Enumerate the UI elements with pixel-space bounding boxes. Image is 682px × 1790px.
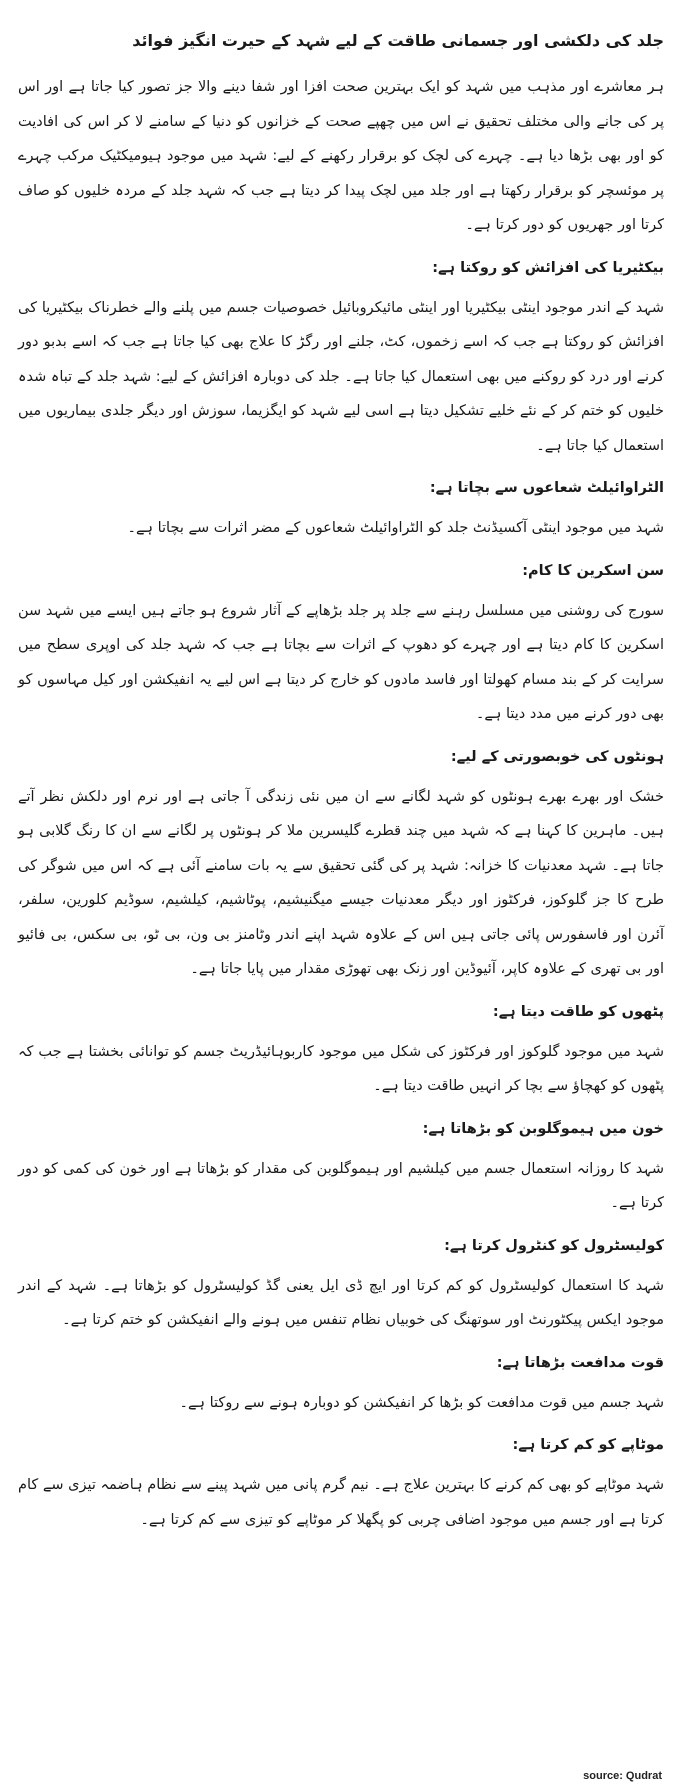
section-heading-hemoglobin: خون میں ہیموگلوبن کو بڑھاتا ہے: — [422, 1120, 664, 1137]
source-credit: source: Qudrat — [583, 1770, 662, 1782]
section-body-immunity: شہد جسم میں قوت مدافعت کو بڑھا کر انفیکشن کو دوبارہ ہونے سے روکتا ہے۔ — [179, 1394, 664, 1411]
article — [18, 26, 664, 1537]
article-title: جلد کی دلکشی اور جسمانی طاقت کے لیے شہد کے حیرت انگیز فوائد — [132, 31, 664, 50]
section-heading-obesity: موٹاپے کو کم کرتا ہے: — [512, 1437, 664, 1453]
section-heading-lips: ہونٹوں کی خوبصورتی کے لیے: — [450, 748, 664, 765]
section-heading-immunity: قوت مدافعت بڑھاتا ہے: — [496, 1354, 664, 1371]
section-heading-uv: الٹراوائیلٹ شعاعوں سے بچاتا ہے: — [429, 480, 664, 496]
section-heading-sunscreen: سن اسکرین کا کام: — [522, 562, 664, 579]
section-body-hemoglobin: شہد کا روزانہ استعمال جسم میں کیلشیم اور ہیموگلوبن کی مقدار کو بڑھاتا ہے اور خون کی کمی کو دور کرتا ہے۔ — [18, 1160, 664, 1211]
section-heading-bacteria: بیکٹیریا کی افزائش کو روکتا ہے: — [432, 259, 664, 276]
section-heading-muscles: پٹھوں کو طاقت دیتا ہے: — [492, 1003, 664, 1020]
section-body-uv: شہد میں موجود اینٹی آکسیڈنٹ جلد کو الٹراوائیلٹ شعاعوں کے مضر اثرات سے بچاتا ہے۔ — [127, 520, 664, 536]
section-body-lips: خشک اور بھرے بھرے ہونٹوں کو شہد لگانے سے ان میں نئی زندگی آ جاتی ہے اور نرم اور دلکش نظر آتے ہیں۔ ماہرین کا کہنا ہے کہ شہد میں چند قطرے گلیسرین ملا کر ہونٹوں پر لگانے سے ان کا رنگ گلابی ہو جاتا ہے۔ شہد معدنیات کا خزانہ: شہد پر کی گئی تحقیق سے یہ بات سامنے آئی ہے کہ اس میں شوگر کی طرح کا جز گلوکوز، فرکٹوز اور دیگر معدنیات جیسے میگنیشیم، پوٹاشیم، کیلشیم، سوڈیم کلورین، سلفر، آئرن اور فاسفورس پائی جاتی ہیں اس کے علاوہ شہد اپنے اندر وٹامنز بی ون، بی ٹو، بی سکس، بی فائیو اور بی تھری کے علاوہ کاپر، آئیوڈین اور زنک بھی تھوڑی مقدار میں پایا جاتا ہے۔ — [18, 788, 664, 977]
section-body-obesity: شہد موٹاپے کو بھی کم کرنے کا بہترین علاج ہے۔ نیم گرم پانی میں شہد پینے سے نظام ہاضمہ تیزی سے کام کرتا ہے اور جسم میں موجود اضافی چربی کو پگھلا کر موٹاپے کو تیزی سے کم کرتا ہے۔ — [18, 1477, 664, 1528]
section-body-muscles: شہد میں موجود گلوکوز اور فرکٹوز کی شکل میں موجود کاربوہائیڈریٹ جسم کو توانائی بخشتا ہے جب کہ پٹھوں کو کھچاؤ سے بچا کر انہیں طاقت دیتا ہے۔ — [18, 1043, 664, 1094]
section-heading-cholesterol: کولیسٹرول کو کنٹرول کرتا ہے: — [444, 1237, 664, 1254]
intro-paragraph: ہر معاشرے اور مذہب میں شہد کو ایک بہترین صحت افزا اور شفا دینے والا جز تصور کیا جاتا ہے اور اس پر کی جانے والی مختلف تحقیق نے اس میں چھپے صحت کے خزانوں کو دنیا کے سامنے لا کر اس کی افادیت کو اور بھی بڑھا دیا ہے۔ چہرے کی لچک کو برقرار رکھنے کے لیے: شہد میں موجود ہیومیکٹیک مرکب چہرے پر موئسچر کو برقرار رکھتا ہے اور جلد میں لچک پیدا کر دیتا ہے جب کہ شہد جلد کے مردہ خلیوں کو صاف کرتا اور جھریوں کو دور کرتا ہے۔ — [18, 79, 664, 233]
section-body-cholesterol: شہد کا استعمال کولیسٹرول کو کم کرتا اور ایچ ڈی ایل یعنی گڈ کولیسٹرول کو بڑھاتا ہے۔ شہد کے اندر موجود ایکس پیکٹورنٹ اور سوتھنگ کی خوبیاں نظام تنفس میں ہونے والے انفیکشن کو ختم کرتا ہے۔ — [18, 1277, 664, 1328]
section-body-bacteria: شہد کے اندر موجود اینٹی بیکٹیریا اور اینٹی مائیکروبائیل خصوصیات جسم میں پلنے والے خطرناک بیکٹیریا کی افزائش کو روکتا ہے جب کہ اسے زخموں، کٹ، جلنے اور رگڑ کا علاج بھی کیا جاتا ہے جب کہ اسے بدبو دور کرنے اور درد کو روکنے میں بھی استعمال کیا جاتا ہے۔ جلد کی دوبارہ افزائش کے لیے: شہد جلد کے تباہ شدہ خلیوں کو ختم کر کے نئے خلیے تشکیل دیتا ہے اسی لیے شہد کو ایگزیما، سوزش اور دیگر جلدی بیماریوں میں استعمال کیا جاتا ہے۔ — [18, 299, 664, 454]
section-body-sunscreen: سورج کی روشنی میں مسلسل رہنے سے جلد پر جلد بڑھاپے کے آثار شروع ہو جاتے ہیں ایسے میں شہد سن اسکرین کا کام دیتا ہے اور چہرے کو دھوپ کے اثرات سے بچاتا ہے جب کہ شہد جلد کی اوپری سطح میں سرایت کر کے بند مسام کھولتا اور فاسد مادوں کو خارج کر دیتا ہے اس لیے یہ انفیکشن اور کیل مہاسوں کو بھی دور کرنے میں مدد دیتا ہے۔ — [18, 602, 664, 722]
